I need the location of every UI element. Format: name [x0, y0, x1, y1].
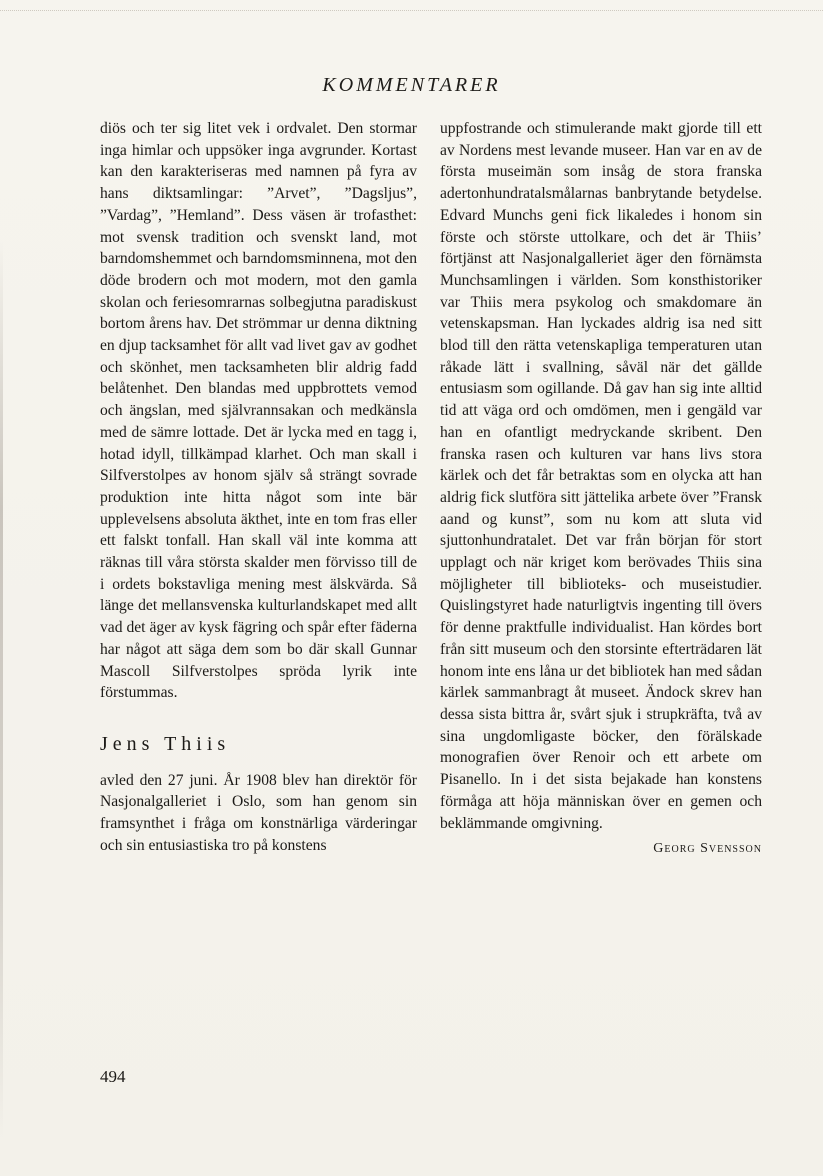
right-column [440, 118, 762, 860]
left-paragraph-continued: diös och ter sig litet vek i ordvalet. Den stormar inga himlar och uppsöker inga avgrunder. Kortast kan den karakteriseras med namnen på fyra av hans diktsamlingar: ”Arvet”, ”Dagsljus”, ”Vardag”, ”Hemland”. Dess väsen är trofasthet: mot svensk tradition och svenskt land, mot barndomshemmet och barndomsminnena, mot den döde brodern och mot modern, mot den gamla skolan och feriesomrarnas solbegjutna paradiskust bortom årens hav. Det strömmar ur denna diktning en djup tacksamhet för allt vad livet gav av godhet och skönhet, men tacksamheten blir aldrig fadd belåtenhet. Den blandas med uppbrottets vemod och ängslan, med självrannsakan och medkänsla med de sämre lottade. Det är lycka med en tagg i, hotad idyll, tillkämpad klarhet. Och man skall i Silfverstolpes av honom själv så strängt sovrade produktion inte hitta något som inte bär upplevelsens absoluta äkthet, inte en tom fras eller ett falskt tonfall. Han skall väl inte komma att räknas till våra största skalder men förvisso till de i ordets bokstavliga mening mest älskvärda. Så länge det mellansvenska kulturlandskapet med allt vad det äger av kysk fägring och spår efter fäderna har något att säga dem som bo där skall Gunnar Mascoll Silfverstolpes spröda lyrik inte förstummas. [100, 120, 417, 702]
top-edge-rule [0, 0, 823, 11]
section-title-jens-thiis: Jens Thiis [100, 732, 231, 755]
left-column [100, 118, 417, 857]
page-number: 494 [100, 1067, 126, 1086]
author-signature: Georg Svensson [653, 841, 762, 857]
right-paragraph: uppfostrande och stimulerande makt gjorde till ett av Nordens mest levande museer. Han var en av de första museimän som insåg de stora franska adertonhundratalsmålarnas banbrytande betydelse. Edvard Munchs geni fick likaledes i honom sin förste och störste uttolkare, och det är Thiis’ förtjänst att Nasjonalgalleriet äger den förnämsta Munchsamlingen i världen. Som konsthistoriker var Thiis mera psykolog och smakdomare än vetenskapsman. Han lyckades aldrig isa ned sitt blod till den rätta vetenskapliga temperaturen utan råkade lätt i svallning, såväl när det gällde entusiasm som ogillande. Då gav han sig inte alltid tid att väga ord och omdömen, men i gengäld var han en ofantligt medryckande skribent. Den franska rasen och kulturen var hans livs stora kärlek och det får betraktas som en olycka att han aldrig fick slutföra sitt jättelika arbete över ”Fransk aand og kunst”, som nu kom att sluta vid sjuttonhundratalet. Det var från början för stort upplagt och när kriget kom berövades Thiis sina möjligheter till biblioteks- och museistudier. Quislingstyret hade naturligtvis ingenting till övers för denne praktfulle individualist. Han kördes bort från sitt museum och den storsinte efterträdaren lät honom inte ens låna ur det bibliotek han med sådan kärlek sammanbragt åt museet. Ändock skrev han dessa sista bittra år, svårt sjuk i strupkräfta, två av sina ungdomligaste böcker, den förälskade monografien över Renoir och ett arbete om Pisanello. In i det sista bejakade han konstens förmåga att höja människan över en gemen och beklämmande omgivning. [440, 120, 762, 832]
left-paragraph-jens-thiis: avled den 27 juni. År 1908 blev han direktör för Nasjonalgalleriet i Oslo, som han genom sin framsynthet i fråga om konstnärliga värderingar och sin entusiastiska tro på konstens [100, 771, 417, 854]
running-header: KOMMENTARER [322, 74, 501, 96]
page-edge-shadow [0, 240, 3, 1140]
